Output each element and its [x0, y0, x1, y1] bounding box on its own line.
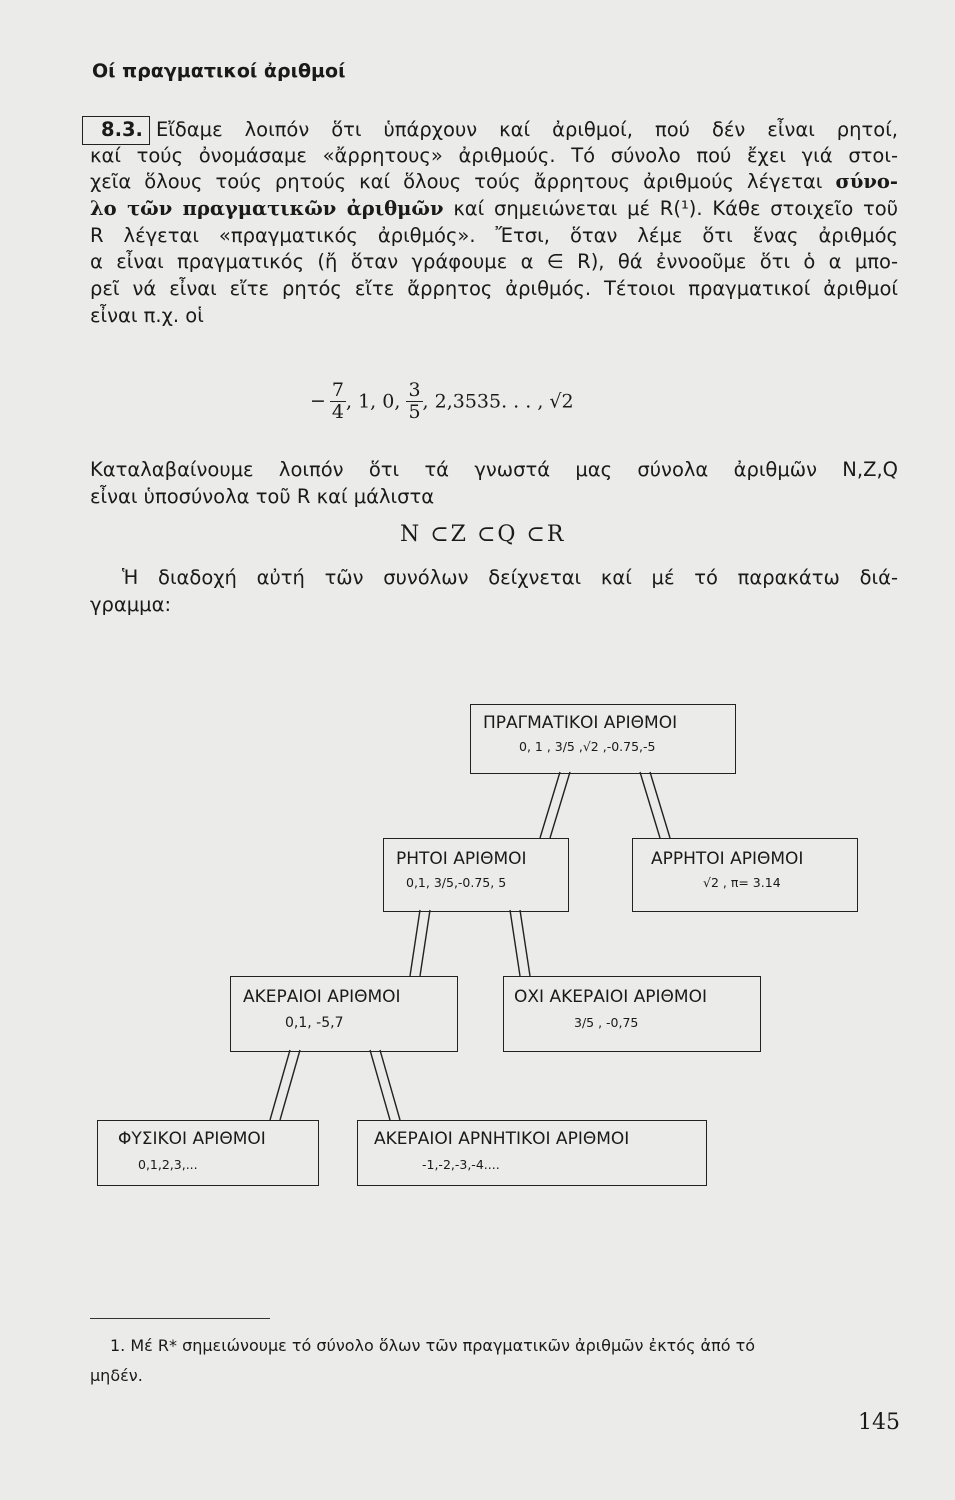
- irrational-values: √2 , π= 3.14: [703, 875, 781, 890]
- p1-line-7: ρεῖ νά εἶναι εἴτε ρητός εἴτε ἄρρητος ἀριθμός. Τέτοιοι πραγματικοί ἀριθμοί: [90, 277, 898, 301]
- footnote-line-1: 1. Μέ R* σημειώνουμε τό σύνολο ὅλων τῶν πραγματικῶν ἀριθμῶν ἐκτός ἀπό τό: [110, 1336, 756, 1355]
- p2-line-2: εἶναι ὑποσύνολα τοῦ R καί μάλιστα: [90, 484, 435, 508]
- negative-title: ΑΚΕΡΑΙΟΙ ΑΡΝΗΤΙΚΟΙ ΑΡΙΘΜΟΙ: [374, 1129, 630, 1149]
- box-non-integers: [503, 976, 761, 1052]
- p1-line-4: λο τῶν πραγματικῶν ἀριθμῶν καί σημειώνεται μέ R(¹). Κάθε στοιχεῖο τοῦ: [90, 197, 898, 221]
- formula-sep-1: , 1, 0,: [346, 390, 407, 413]
- section-number: 8.3.: [82, 116, 150, 145]
- sqrt-2: √2: [549, 390, 574, 413]
- section-heading: Οί πραγματικοί ἀριθμοί: [92, 60, 346, 82]
- footnote-rule: [90, 1318, 270, 1319]
- box-negative-integers: [357, 1120, 707, 1186]
- p1-line-1: 8.3. Εἴδαμε λοιπόν ὅτι ὑπάρχουν καί ἀριθμοί, πού δέν εἶναι ρητοί,: [90, 116, 898, 143]
- irrational-title: ΑΡΡΗΤΟΙ ΑΡΙΘΜΟΙ: [651, 849, 804, 869]
- fraction-3-5: $\frac{3}{5}$: [408, 379, 421, 423]
- real-values: 0, 1 , 3/5 ,√2 ,-0.75,-5: [519, 739, 656, 754]
- fraction-7-4: $\frac{7}{4}$: [331, 379, 345, 423]
- natural-values: 0,1,2,3,...: [138, 1157, 198, 1172]
- p3-line-2: γραμμα:: [90, 592, 172, 616]
- p1-line-5: R λέγεται «πραγματικός ἀριθμός». Ἔτσι, ὅταν λέμε ὅτι ἕνας ἀριθμός: [90, 223, 898, 247]
- formula-sep-2: , 2,3535. . . ,: [422, 390, 550, 413]
- footnote-line-2: μηδέν.: [90, 1366, 143, 1385]
- p3-line-1: Ἡ διαδοχή αὐτή τῶν συνόλων δείχνεται καί μέ τό παρακάτω διά-: [122, 566, 898, 589]
- real-title: ΠΡΑΓΜΑΤΙΚΟΙ ΑΡΙΘΜΟΙ: [483, 713, 678, 733]
- p1-line-2: καί τούς ὀνομάσαμε «ἄρρητους» ἀριθμούς. Τό σύνολο πού ἔχει γιά στοι-: [90, 143, 898, 167]
- integers-title: ΑΚΕΡΑΙΟΙ ΑΡΙΘΜΟΙ: [243, 987, 401, 1007]
- negative-values: -1,-2,-3,-4....: [422, 1157, 500, 1172]
- subset-chain: N ⊂Z ⊂Q ⊂R: [400, 522, 566, 547]
- rational-values: 0,1, 3/5,-0.75, 5: [406, 875, 507, 890]
- integers-values: 0,1, -5,7: [285, 1015, 344, 1031]
- box-irrational-numbers: [632, 838, 858, 912]
- minus-sign: −: [310, 390, 326, 413]
- non-integers-values: 3/5 , -0,75: [574, 1015, 639, 1030]
- p1-line-8: εἶναι π.χ. οἱ: [90, 303, 204, 327]
- non-integers-title: ΟΧΙ ΑΚΕΡΑΙΟΙ ΑΡΙΘΜΟΙ: [514, 987, 707, 1007]
- box-integers: [230, 976, 458, 1052]
- page-number: 145: [858, 1410, 900, 1435]
- box-rational-numbers: [383, 838, 569, 912]
- p1-line-3: χεῖα ὅλους τούς ρητούς καί ὅλους τούς ἄρρητους ἀριθμούς λέγεται σύνο-: [90, 170, 898, 194]
- box-real-numbers: [470, 704, 736, 774]
- natural-title: ΦΥΣΙΚΟΙ ΑΡΙΘΜΟΙ: [118, 1129, 266, 1149]
- p1-line-6: α εἶναι πραγματικός (ἤ ὅταν γράφουμε α ∈ R), θά ἐννοοῦμε ὅτι ὁ α μπο-: [90, 250, 898, 274]
- box-natural-numbers: [97, 1120, 319, 1186]
- p2-line-1: Καταλαβαίνουμε λοιπόν ὅτι τά γνωστά μας σύνολα ἀριθμῶν N,Z,Q: [90, 458, 898, 481]
- rational-title: ΡΗΤΟΙ ΑΡΙΘΜΟΙ: [396, 849, 527, 869]
